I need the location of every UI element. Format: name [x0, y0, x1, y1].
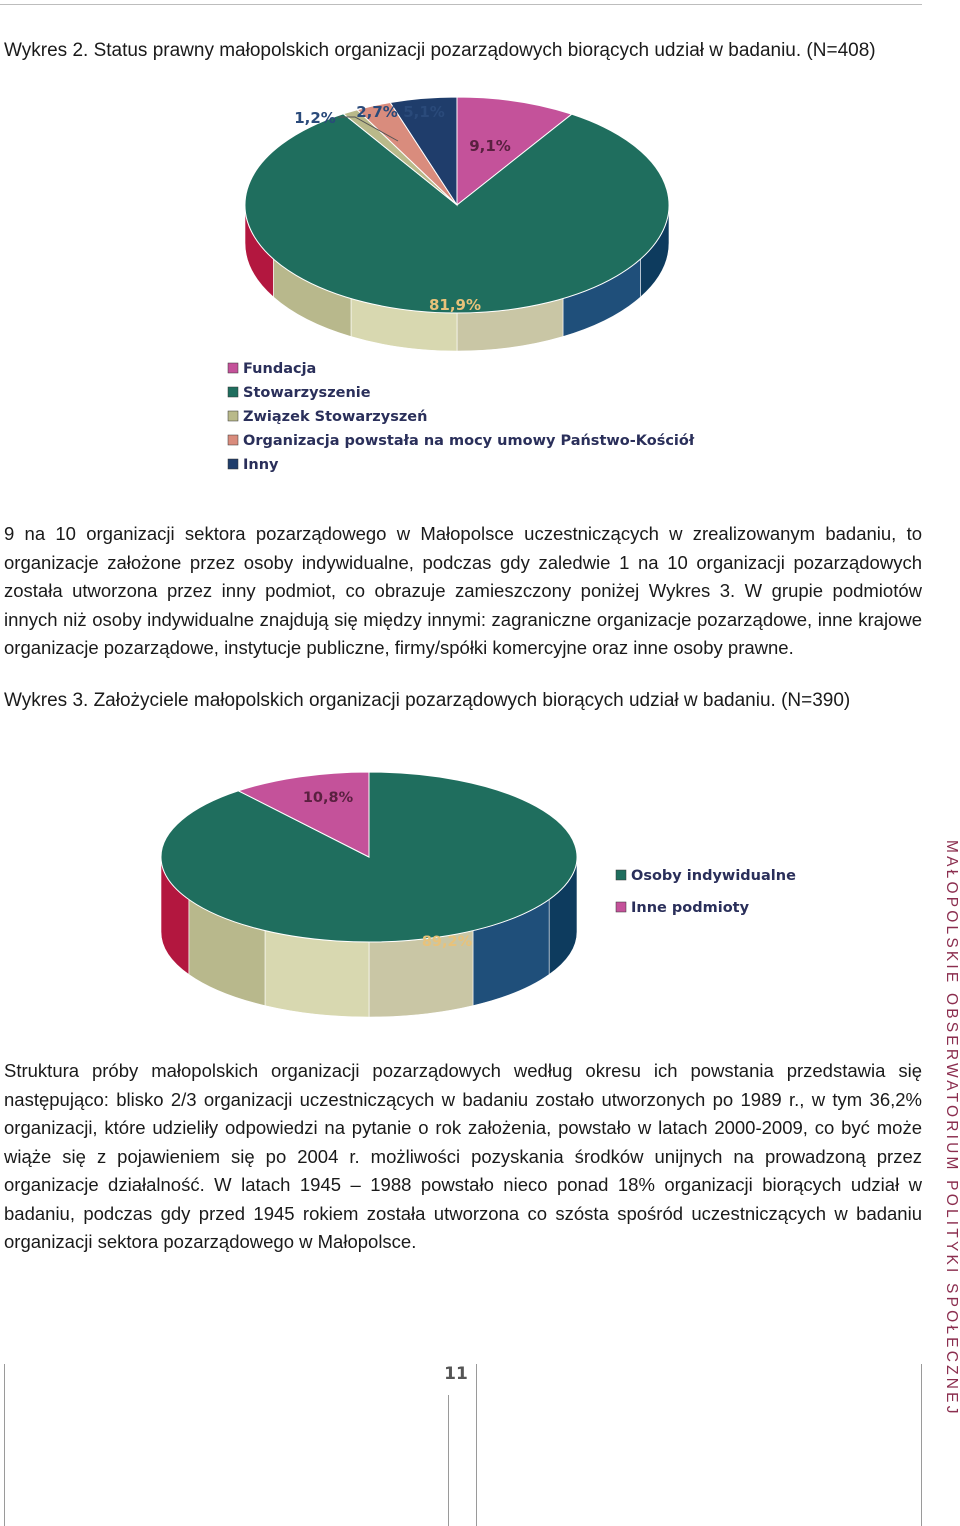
legend-swatch-inny: [228, 459, 238, 469]
figure3-caption: Wykres 3. Założyciele małopolskich organizacji pozarządowych biorących udział w badaniu. (N=390): [4, 690, 851, 711]
legend-swatch-zwiazek-stowarzyszen: [228, 411, 238, 421]
center-rule-right: [476, 1364, 477, 1526]
data-label-inne-podmioty: 10,8%: [302, 790, 354, 806]
legend-swatch-inne-podmioty: [616, 902, 626, 912]
center-rule: [448, 1395, 449, 1526]
paragraph-founding-period: Struktura próby małopolskich organizacji pozarządowych według okresu ich powstania przedstawia się następująco: blisko 2/3 organizacji uczestniczących w badaniu zostało utworzonych po 1989 r., w tym 36,2% organizacji, które udzieliły odpowiedzi na pytanie o rok założenia, powstało w latach 2000-2009, co być może wiąże się z pojawieniem się po 2004 r. możliwości pozyskania środków unijnych na prowadzoną przez organizacje działalność. W latach 1945 – 1988 powstało nieco ponad 18% organizacji biorących udział w badaniu, podczas gdy przed 1945 rokiem została utworzona co szósta spośród uczestniczących w badaniu organizacji sektora pozarządowego w Małopolsce.: [4, 1060, 922, 1252]
legend-label-zwiazek-stowarzyszen: Związek Stowarzyszeń: [243, 409, 428, 425]
legend-label-inny: Inny: [243, 457, 279, 473]
data-label-fundacja: 9,1%: [469, 137, 511, 155]
data-label-osoby-indywidualne: 89,2%: [421, 934, 473, 950]
data-label-stowarzyszenie: 81,9%: [428, 296, 482, 314]
page-number: 11: [444, 1364, 468, 1384]
legend-swatch-stowarzyszenie: [228, 387, 238, 397]
data-label-organizacja-powstala-na-mocy-umowy-panstwo-kosciol: 2,7%: [356, 103, 398, 121]
legend-label-osoby-indywidualne: Osoby indywidualne: [631, 868, 796, 884]
left-rule: [4, 1364, 5, 1526]
paragraph-founders: 9 na 10 organizacji sektora pozarządowego w Małopolsce uczestniczących w zrealizowanym badaniu, to organizacje założone przez osoby indywidualne, podczas gdy zaledwie 1 na 10 organizacji pozarządowych została utworzona przez inny podmiot, co obrazuje zamieszczony poniżej Wykres 3. W grupie podmiotów innych niż osoby indywidualne znajdują się między innymi: zagraniczne organizacje pozarządowe, inne krajowe organizacje pozarządowe, instytucje publiczne, firmy/spółki komercyjne oraz inne osoby prawne.: [4, 523, 922, 658]
legend-label-stowarzyszenie: Stowarzyszenie: [243, 385, 371, 401]
legend-label-fundacja: Fundacja: [243, 361, 317, 377]
figure2-caption: Wykres 2. Status prawny małopolskich organizacji pozarządowych biorących udział w badaniu. (N=408): [4, 40, 876, 61]
legend-label-organizacja-powstala-na-mocy-umowy-panstwo-kosciol: Organizacja powstała na mocy umowy Państwo-Kościół: [243, 433, 695, 449]
top-rule: [0, 4, 922, 5]
pie-side-band: [265, 931, 369, 1017]
legend-swatch-fundacja: [228, 363, 238, 373]
legend-label-inne-podmioty: Inne podmioty: [631, 900, 750, 916]
data-label-inny: 5,1%: [403, 103, 445, 121]
chart-legal-status: [0, 95, 700, 495]
journal-side-title: MAŁOPOLSKIE OBSERWATORIUM POLITYKI SPOŁECZNEJ: [943, 840, 960, 1417]
data-label-zwiazek-stowarzyszen: 1,2%: [294, 109, 336, 127]
legend-swatch-osoby-indywidualne: [616, 870, 626, 880]
chart-founders: [0, 760, 800, 1030]
legend-swatch-organizacja-powstala-na-mocy-umowy-panstwo-kosciol: [228, 435, 238, 445]
right-rule: [921, 1364, 922, 1526]
